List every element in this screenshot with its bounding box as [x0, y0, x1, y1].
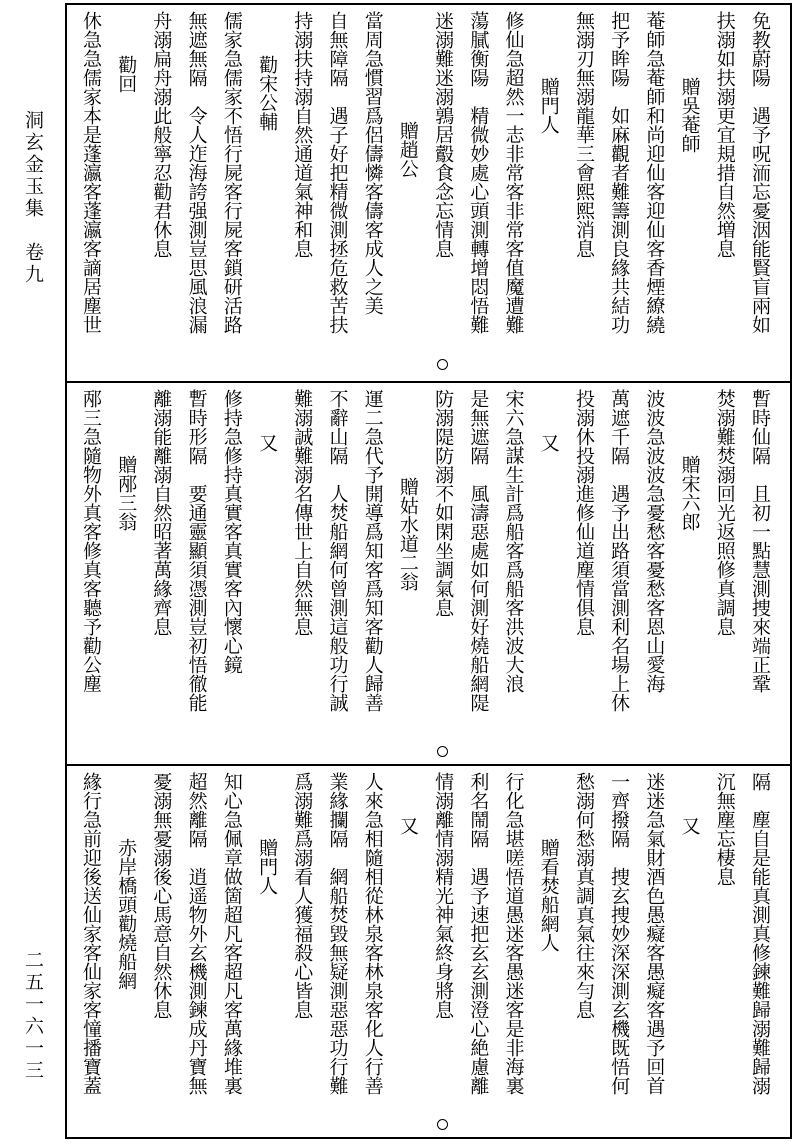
- text-column: 爲溺難爲溺看人獲福殺心皆息: [291, 772, 314, 1019]
- text-column: 舟溺扁舟溺此般寧忍勸君休息: [150, 11, 173, 258]
- text-column: 難溺誠難溺名傳世上自然無息: [291, 389, 314, 636]
- text-column: 持溺扶持溺自然通道氣神和息: [291, 11, 314, 258]
- text-column: 萬遮千隔 遇予出路須當測利名場上休: [608, 389, 631, 712]
- text-column: 免教蔚陽 遇予呪洏忘憂洇能賢盲兩如: [749, 11, 771, 334]
- text-column: 把予眸陽 如麻觀者難籌測良緣共結功: [608, 11, 631, 334]
- text-column: 業緣攔隔 網船焚毀無疑測惡惡功行難: [326, 772, 349, 1095]
- panel-top: [67, 5, 790, 381]
- text-column: 又: [537, 433, 560, 452]
- text-column: 隔 塵自是能真測真修鍊難歸溺難歸溺: [749, 772, 771, 1095]
- text-column: 贈姑水道二翁: [396, 477, 419, 591]
- panel-bottom: [67, 764, 790, 1139]
- text-column: 一齊撥隔 捜玄捜妙深深測玄機既悟何: [608, 772, 631, 1095]
- text-column: 憂溺無憂溺後心馬意自然休息: [150, 772, 173, 1019]
- text-column: 勸回: [115, 55, 138, 93]
- text-column: 又: [678, 816, 701, 835]
- text-column: 沉無塵忘棲息: [713, 772, 736, 886]
- text-column: 自無障隔 遇子好把精微測拯危救苦扶: [326, 11, 349, 334]
- text-column: 修持急修持真實客真實客內懷心鏡: [220, 389, 243, 674]
- text-column: 超然離隔 逍遥物外玄機測鍊成丹寶無: [185, 772, 208, 1095]
- text-column: 贈宋六郎: [678, 455, 701, 531]
- text-column: 緣行急前迎後送仙家客仙家客憧播寶蓋: [80, 772, 102, 1095]
- page-frame: [65, 3, 792, 1139]
- text-column: 又: [396, 816, 419, 835]
- text-column: 儒家急儒家不悟行屍客行屍客鎖研活路: [220, 11, 243, 334]
- text-column: 利名鬧隔 遇予速把玄玄測澄心絶慮離: [467, 772, 490, 1095]
- text-column: 無遮無隔 令人迮海誇强測豈思風浪漏: [185, 11, 208, 334]
- text-column: 蕩膩衡陽 精微妙處心頭測轉增悶悟難: [467, 11, 490, 334]
- text-column: 贈門人: [256, 838, 279, 895]
- text-column: 迷迷急氣財酒色愚癡客愚癡客遇予回首: [643, 772, 666, 1095]
- text-column: 離溺能離溺自然昭著萬緣齊息: [150, 389, 173, 636]
- text-column: 暫時仙隔 且初一點慧測捜來端正鞏: [749, 389, 771, 693]
- text-column: 知心急佩章做箇超凡客超凡客萬緣堆裏: [220, 772, 243, 1095]
- text-column: 贈看焚船網人: [537, 838, 560, 952]
- text-column: 投溺休投溺進修仙道塵情俱息: [572, 389, 595, 636]
- text-column: 扶溺如扶溺更宜規措自然増息: [713, 11, 736, 258]
- text-column: 贈邴三翁: [115, 455, 138, 531]
- text-column: 當周急慣習爲侶儔憐客儔客成人之美: [361, 11, 384, 315]
- text-column: 是無遮隔 風濤惡處如何測好燒船網隄: [467, 389, 490, 712]
- text-column: 防溺隄防溺不如閑坐調氣息: [432, 389, 455, 617]
- text-column: 運二急代予開導爲知客爲知客勸人歸善: [361, 389, 384, 712]
- text-column: 贈門人: [537, 77, 560, 134]
- text-column: 焚溺難焚溺回光返照修真調息: [713, 389, 736, 636]
- text-column: 不辭山隔 人焚船網何曾測這般功行誠: [326, 389, 349, 712]
- panel-middle: [67, 381, 790, 766]
- text-column: 贈吳菴師: [678, 77, 701, 153]
- text-column: 無溺刃無溺龍華三會熙熙消息: [572, 11, 595, 258]
- text-column: 贈趙公: [396, 121, 419, 178]
- text-column: 暫時形隔 要通靈顯須憑測豈初悟徹能: [185, 389, 208, 712]
- text-column: 人來急相隨相從林泉客林泉客化人行善: [361, 772, 384, 1095]
- text-column: 休急急儒家本是蓬瀛客蓬瀛客謫居塵世: [80, 11, 102, 334]
- text-column: 邴三急隨物外真客修真客聽予勸公塵: [80, 389, 102, 693]
- text-column: 菴師急菴師和尚迎仙客迎仙客香煙繚繞: [643, 11, 666, 334]
- text-column: 情溺離情溺精光神氣終身將息: [432, 772, 455, 1019]
- page-number: 二五一六一三: [22, 950, 44, 1082]
- text-column: 愁溺何愁溺真調真氣往來勻息: [572, 772, 595, 1019]
- text-column: 又: [256, 433, 279, 452]
- text-column: 迷溺難迷溺鶉居鷇食念忘情息: [432, 11, 455, 258]
- text-column: 修仙急超然一志非常客非常客值魔遭難: [502, 11, 525, 334]
- text-column: 赤岸橋頭勸燒船網: [115, 838, 138, 990]
- text-column: 宋六急謀生計爲船客爲船客洪波大浪: [502, 389, 525, 693]
- text-column: 勸宋公輔: [256, 55, 279, 131]
- book-title: 洞玄金玉集 卷九: [22, 110, 44, 286]
- text-column: 波波急波波急憂愁客憂愁客恩山愛海: [643, 389, 666, 693]
- text-column: 行化急堪嗟悟道愚迷客愚迷客是非海裏: [502, 772, 525, 1095]
